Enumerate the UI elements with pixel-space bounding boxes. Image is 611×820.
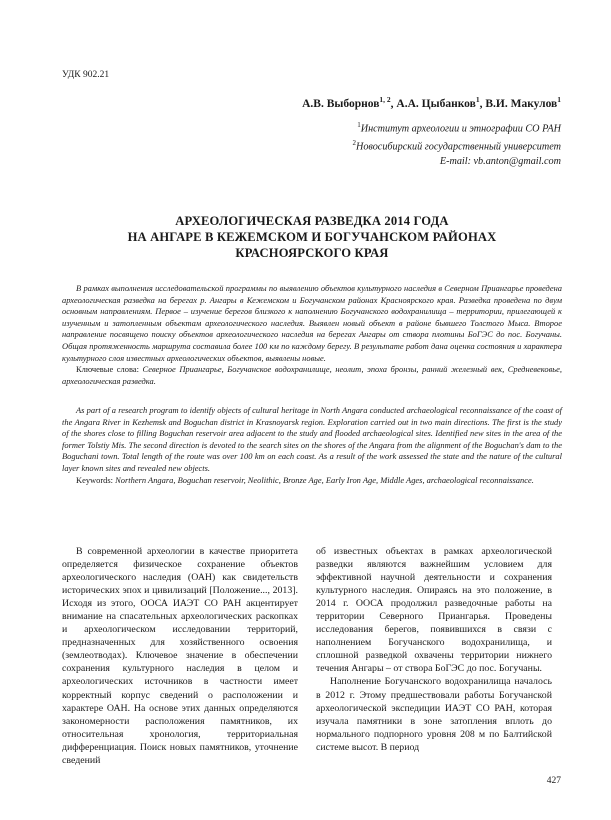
affiliation-line [352, 118, 561, 136]
body-paragraph: Наполнение Богучанского водохранилища началось в 2012 г. Этому предшествовали работы Богучанской археологической экспедиции ИАЭТ СО РАН, которая изучала памятники в зоне затопления вплоть до нормального подпорного уровня 208 м по Балтийской системе высот. В период [316, 676, 552, 753]
affiliation-text: Институт археологии и этнографии СО РАН [360, 123, 561, 135]
affiliation-mark: 1 [357, 121, 361, 129]
affiliation-line [352, 136, 561, 154]
abstract-body: As part of a research program to identify objects of cultural heritage in North Angara conducted archaeological reconnaissance of the coast of the Angara River in Kezhemsk and Boguchan district in Krasnoyarsk region. Exploration carried out in two main directions. The first is the study of the shores close to filling Boguchan reservoir area adjacent to the study and flooded archaeological sites. Identified new sites in the area of the former Tolstiy Mis. The second direction is devoted to the search sites on the shores of the Angara from the alignment of the Boguchan's dam to the Boguchani town. Total length of the route was over 100 km on each coast. As a result of the work assessed the state and the nature of the cultural layer known sites and revealed new objects. [62, 405, 562, 473]
keywords-line [62, 364, 562, 387]
udc-code: УДК 902.21 [62, 70, 110, 80]
author-affiliation-mark: 1 [475, 95, 480, 104]
body-column-left [62, 545, 298, 767]
title-line: КРАСНОЯРСКОГО КРАЯ [235, 246, 389, 260]
body-column-right [316, 545, 552, 754]
author-separator: , [390, 97, 397, 110]
title-line: АРХЕОЛОГИЧЕСКАЯ РАЗВЕДКА 2014 ГОДА [175, 214, 449, 228]
abstract-body: В рамках выполнения исследовательской программы по выявлению объектов культурного наследия в Северном Приангарье проведена археологическая разведка на берегах р. Ангары в Кежемском и Богучанском районах Красноярского края. Разведка проведена по двум основным направлениям. Первое – изучение берегов близкого к наполнению Богучанского водохранилища – территории, прилегающей к изученным и затопленным объектам археологического наследия. Выявлен новый объект в районе бывшего Толстого Мыса. Второе направление посвящено поиску объектов археологического наследия на берегах Ангары от створа плотины БоГЭС до пос. Богучаны. Общая протяженность маршрута составила более 100 км по каждому берегу. В результате работ дана оценка состояния и характера культурного слоя известных археологических объектов, выявлены новые. [62, 283, 562, 363]
body-paragraph: В современной археологии в качестве приоритета определяется физическое сохранение объектов археологического наследия (ОАН) как свидетельств исторических эпох и цивилизаций [Положение..., 2013]. Исходя из этого, ООСА ИАЭТ СО РАН акцентирует внимание на спасательных археологических раскопках и археологическом исследовании территорий, предназначенных для хозяйственного освоения (землеотводах). Ключевое значение в обеспечении сохранения культурного наследия в целом и археологических источников в частности имеет корректный корпус сведений о расположении и характере ОАН. На основе этих данных определяются закономерности расположения памятников, их относительная хронология, территориальная дифференциация. Поиск новых памятников, уточнение сведений [62, 546, 298, 766]
affiliation-text: Новосибирский государственный университет [355, 141, 561, 153]
title-line: НА АНГАРЕ В КЕЖЕМСКОМ И БОГУЧАНСКОМ РАЙОНАХ [127, 230, 497, 244]
affiliation-mark: 2 [352, 139, 356, 148]
author-name: А.А. Цыбанков [396, 97, 476, 110]
keywords-label: Ключевые слова: [76, 364, 139, 375]
page-number: 427 [546, 776, 561, 786]
keywords-text: Northern Angara, Boguchan reservoir, Neolithic, Bronze Age, Early Iron Age, Middle Ages, archaeological reconnaissance. [115, 474, 534, 485]
article-title [62, 213, 562, 261]
author-name: А.В. Выборнов [302, 97, 380, 110]
author-affiliation-mark: 1 [557, 95, 561, 104]
keywords-text: Северное Приангарье, Богучанское водохранилище, неолит, эпоха бронзы, ранний железный век, Средневековье, археологическая разведка. [62, 364, 562, 386]
body-paragraph: об известных объектах в рамках археологической разведки являются важнейшим условием для эффективной научной деятельности и сохранения культурного наследия. Опираясь на это положение, в 2014 г. ООСА продолжил разведочные работы на территории Северного Приангарья. Проведены исследования берегов, появившихся в связи с наполнением Богучанского водохранилища, и сплошной разведкой охвачены территории нижнего течения Ангары – от створа БоГЭС до пос. Богучаны. [316, 546, 552, 675]
affiliations [352, 118, 561, 169]
author-email: E-mail: vb.anton@gmail.com [439, 155, 561, 167]
abstract-russian [62, 283, 562, 387]
keywords-label: Keywords: [76, 474, 114, 485]
author-affiliation-mark: 1, 2 [379, 95, 391, 104]
authors-line [302, 95, 561, 110]
abstract-english [62, 405, 562, 486]
keywords-line [62, 475, 562, 487]
author-name: В.И. Макулов [485, 97, 558, 110]
author-separator: , [479, 97, 486, 110]
